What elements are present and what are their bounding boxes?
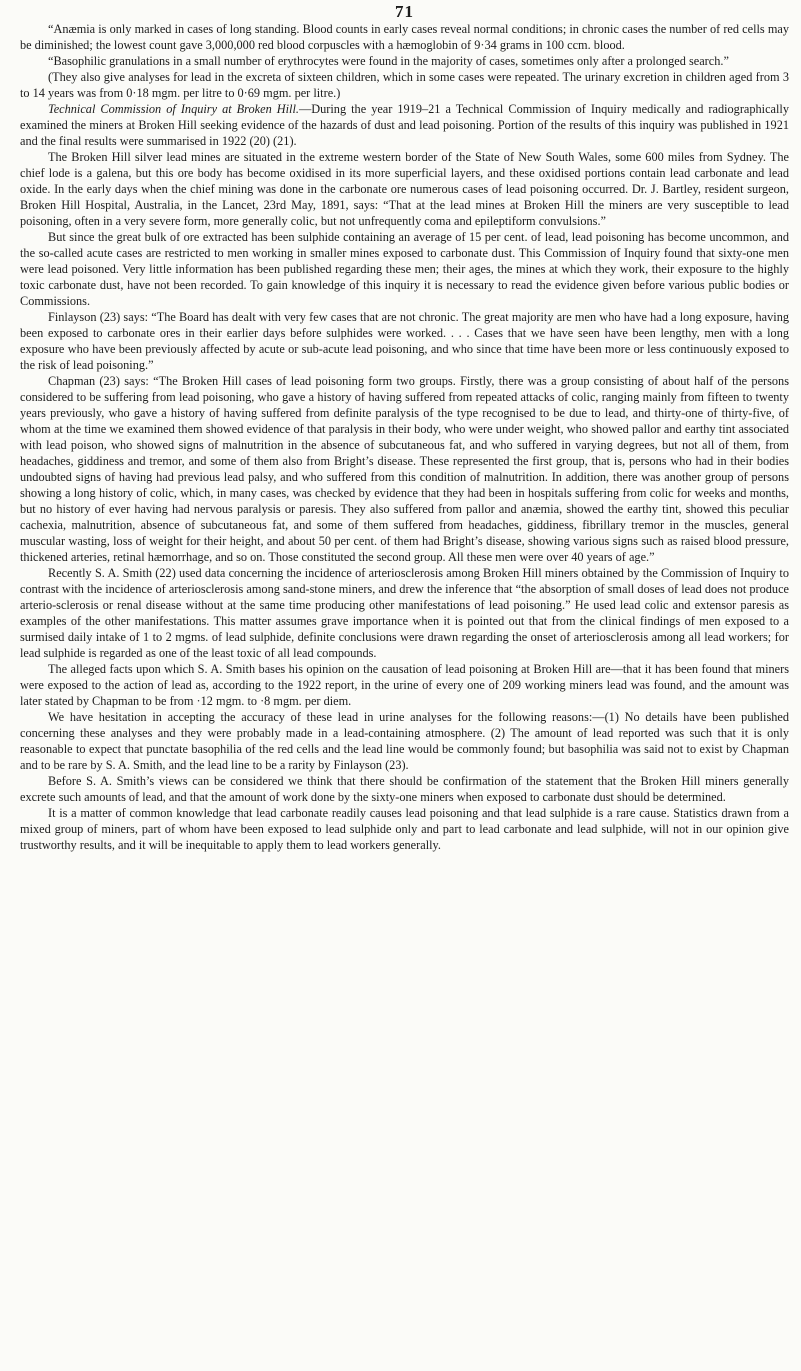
- paragraph-confirmation-needed: Before S. A. Smith’s views can be considered we think that there should be confirmation of the statement that the Broken Hill miners generally excrete such amounts of lead, and that the amount of work done by the sixty-one miners when exposed to carbonate dust should be determined.: [20, 774, 789, 804]
- paragraph-anaemia-quote: “Anæmia is only marked in cases of long standing. Blood counts in early cases reveal normal conditions; in chronic cases the number of red cells may be diminished; the lowest count gave 3,000,000 red blood corpuscles with a hæmoglobin of 9·34 grams in 100 ccm. blood.: [20, 22, 789, 52]
- paragraph-technical-commission: [20, 101, 789, 149]
- paragraph-basophilic-quote: “Basophilic granulations in a small number of erythrocytes were found in the majority of cases, sometimes only after a prolonged search.”: [48, 54, 729, 68]
- paragraph-children-excreta: (They also give analyses for lead in the excreta of sixteen children, which in some cases were repeated. The urinary excretion in children aged from 3 to 14 years was from 0·18 mgm. per litre to 0·69 mgm. per litre.): [20, 70, 789, 100]
- paragraph-hesitation-reasons: We have hesitation in accepting the accuracy of these lead in urine analyses for the following reasons:—(1) No details have been published concerning these analyses and they were probably made in a lead-containing atmosphere. (2) The amount of lead reported was such that it is only reasonable to expect that punctate basophilia of the red cells and the lead line would be commonly found; but basophilia was said not to exist by Chapman and to be rare by S. A. Smith, and the lead line to be a rarity by Finlayson (23).: [20, 710, 789, 772]
- paragraph-alleged-facts: The alleged facts upon which S. A. Smith bases his opinion on the causation of lead poisoning at Broken Hill are—that it has been found that miners were exposed to the action of lead as, according to the 1922 report, in the urine of every one of 209 working miners lead was found, and the amount was later stated by Chapman to be from ·12 mgm. to ·8 mgm. per diem.: [20, 662, 789, 708]
- paragraph-technical-commission-body: —During the year 1919–21 a Technical Commission of Inquiry medically and radiographically examined the miners at Broken Hill seeking evidence of the hazards of dust and lead poisoning. Portion of the results of this inquiry was published in 1921 and the final results were summarised in 1922 (20) (21).: [20, 102, 789, 148]
- paragraph-smith-arteriosclerosis: Recently S. A. Smith (22) used data concerning the incidence of arteriosclerosis among Broken Hill miners obtained by the Commission of Inquiry to contrast with the incidence of arteriosclerosis among sand-stone miners, and drew the inference that “the absorption of small doses of lead does not produce arterio-sclerosis or renal disease without at the same time producing other manifestations of lead poisoning.” He used lead colic and extensor paresis as examples of the other manifestations. This matter assumes grave importance when it is pointed out that from the clinical findings of men exposed to a surmised daily intake of 1 to 2 mgms. of lead sulphide, definite conclusions were drawn regarding the onset of arteriosclerosis among all lead workers; for lead sulphide is regarded as one of the least toxic of all lead compounds.: [20, 566, 789, 660]
- page-number: 71: [395, 2, 414, 21]
- paragraph-broken-hill-mines: The Broken Hill silver lead mines are situated in the extreme western border of the State of New South Wales, some 600 miles from Sydney. The chief lode is a galena, but this ore body has become oxidised in its more superficial layers, and these oxidised portions contain lead carbonate and lead oxide. In the early days when the chief mining was done in the carbonate ore numerous cases of lead poisoning occurred. Dr. J. Bartley, resident surgeon, Broken Hill Hospital, Australia, in the Lancet, 23rd May, 1891, says: “That at the lead mines at Broken Hill the miners are very susceptible to lead poisoning, often in a very severe form, more generally colic, but not unfrequently coma and epileptiform convulsions.”: [20, 150, 789, 228]
- paragraph-finlayson-quote: Finlayson (23) says: “The Board has dealt with very few cases that are not chronic. The great majority are men who have had a long exposure, having been exposed to carbonate ores in their earlier days before sulphides were worked. . . . Cases that we have seen have been lengthy, men with a long exposure who have been previously affected by acute or sub-acute lead poisoning, and who since that time have been more or less continuously exposed to the risk of lead poisoning.”: [20, 310, 789, 372]
- paragraph-common-knowledge: It is a matter of common knowledge that lead carbonate readily causes lead poisoning and that lead sulphide is a rare cause. Statistics drawn from a mixed group of miners, part of whom have been exposed to lead sulphide only and part to lead carbonate and lead sulphide, will not in our opinion give trustworthy results, and it will be inequitable to apply them to lead workers generally.: [20, 806, 789, 852]
- paragraph-sulphide-ore: But since the great bulk of ore extracted has been sulphide containing an average of 15 per cent. of lead, lead poisoning has become uncommon, and the so-called acute cases are restricted to men working in smaller mines exposed to carbonate dust. This Commission of Inquiry found that sixty-one men were lead poisoned. Very little information has been published regarding these men; their ages, the mines at which they work, their exposure to the highly toxic carbonate dust, have not been recorded. To gain knowledge of this inquiry it is necessary to read the evidence given before various public bodies or Commissions.: [20, 230, 789, 308]
- paragraph-chapman-quote: Chapman (23) says: “The Broken Hill cases of lead poisoning form two groups. Firstly, there was a group consisting of about half of the persons considered to be suffering from lead poisoning, who gave a history of having suffered from repeated attacks of colic, ranging mainly from fifteen to twenty years previously, who gave a history of having suffered from definite paralysis of the type recognised to be due to lead, and thirty-one of thirty-five, of whom at the time we examined them showed evidence of that paralysis in their body, who were under weight, who showed pallor and earthy tint associated with lead poison, who showed signs of malnutrition in the absence of subcutaneous fat, and who suffered in varying degrees, but not all of them, from headaches, giddiness and tremor, and some of them also from Bright’s disease. These represented the first group, that is, persons who had in their bodies undoubted signs of having had previous lead palsy, and who suffered from this condition of malnutrition. In addition, there was another group of persons showing a long history of colic, which, in many cases, was checked by evidence that they had been in hospitals suffering from colic for weeks and months, but no history of ever having had nervous paralysis or paresis. They also suffered from pallor and anæmia, showed the earthy tint, showed this peculiar cachexia, malnutrition, absence of subcutaneous fat, and some of them suffered from headaches, giddiness, fibrillary tremor in the muscles, general muscular wasting, loss of weight for their height, and about 50 per cent. of them had Bright’s disease, showing various signs such as raised blood pressure, thickened arteries, retinal hæmorrhage, and so on. Those constituted the second group. All these men were over 40 years of age.”: [20, 374, 789, 564]
- section-heading-technical-commission: Technical Commission of Inquiry at Broken Hill.: [48, 102, 299, 116]
